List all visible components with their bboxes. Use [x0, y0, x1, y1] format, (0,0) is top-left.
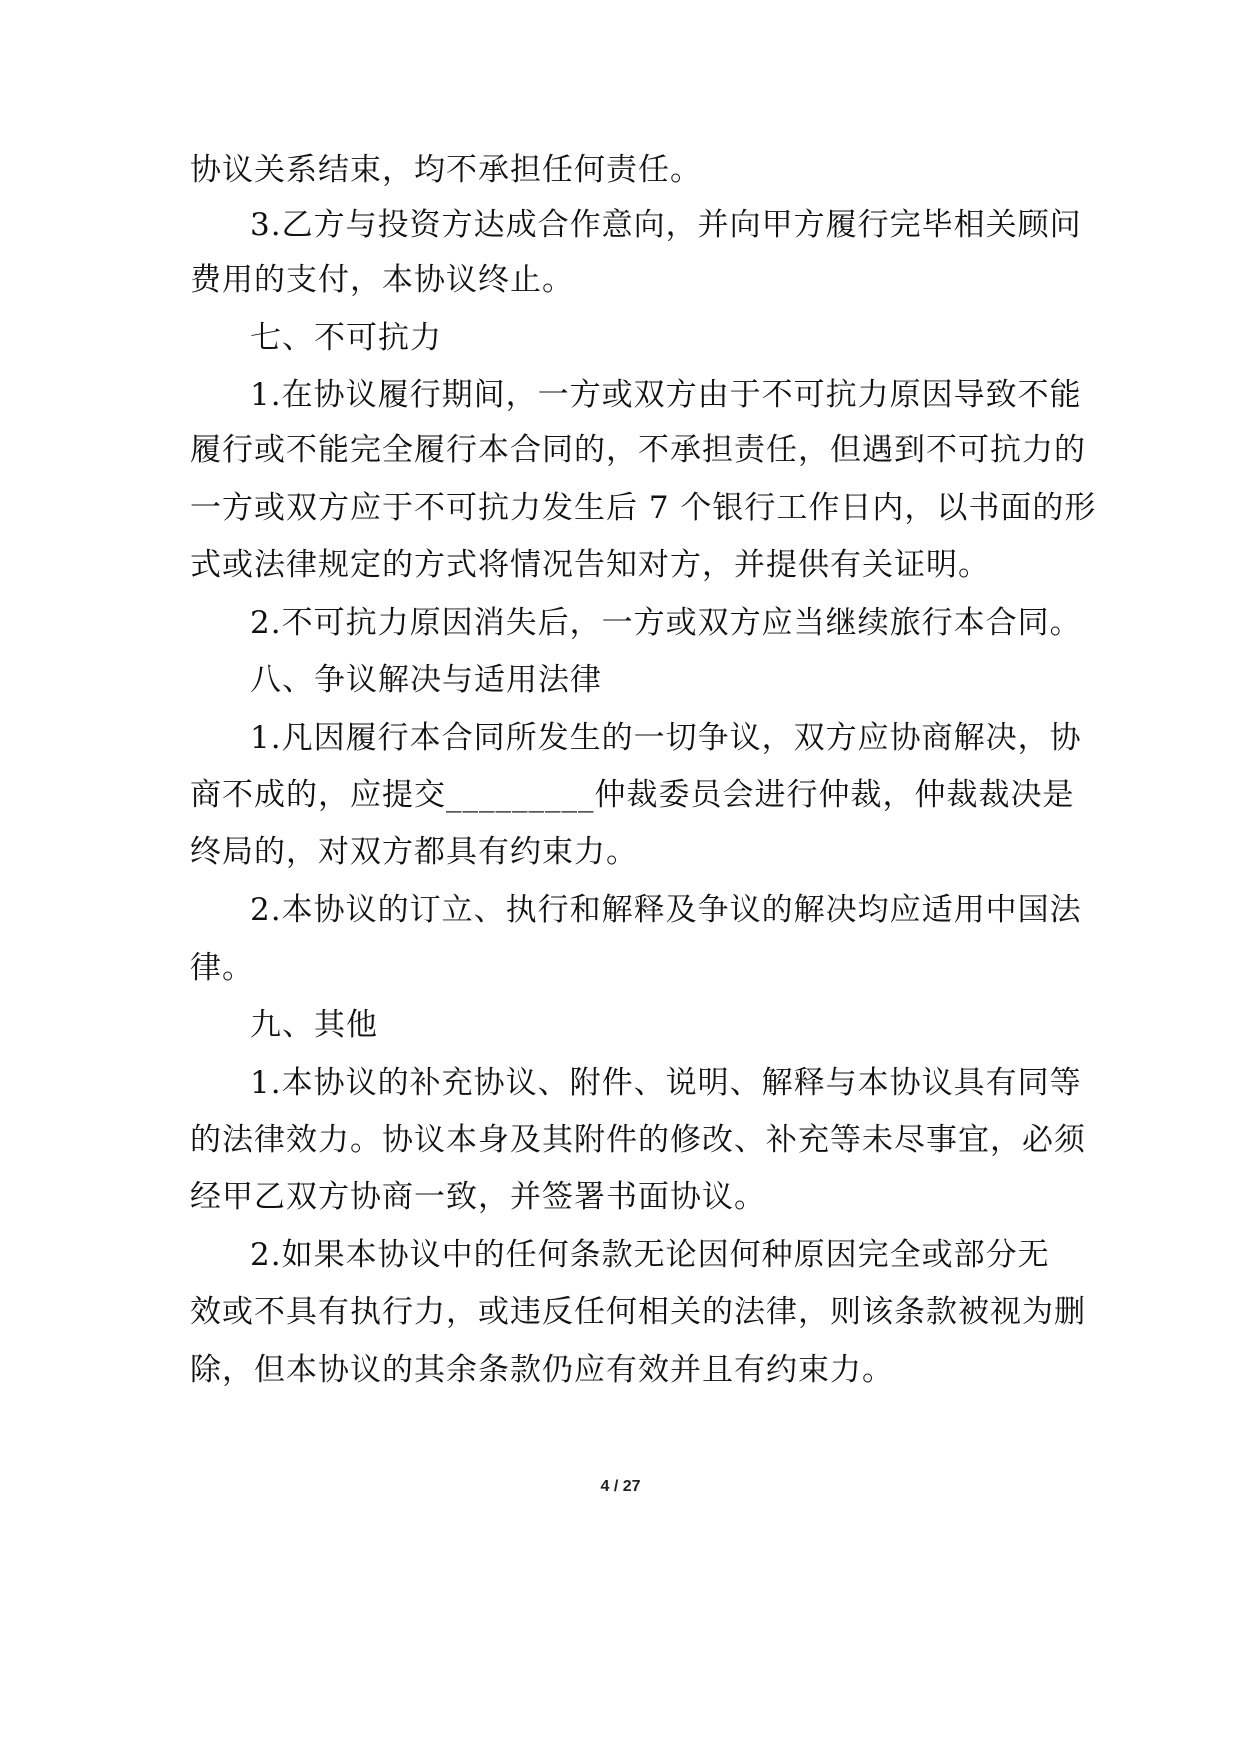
text-line: 商不成的，应提交_________仲裁委员会进行仲裁，仲裁裁决是 — [190, 777, 1075, 813]
text-line: 1.在协议履行期间，一方或双方由于不可抗力原因导致不能 — [250, 377, 1082, 413]
text-line: 1.凡因履行本合同所发生的一切争议，双方应协商解决，协 — [250, 720, 1082, 756]
text-line: 律。 — [190, 950, 254, 986]
section-heading: 九、其他 — [250, 1007, 378, 1043]
section-heading: 七、不可抗力 — [250, 320, 442, 356]
text-line: 除，但本协议的其余条款仍应有效并且有约束力。 — [190, 1352, 894, 1388]
text-line: 一方或双方应于不可抗力发生后 7 个银行工作日内，以书面的形 — [190, 490, 1097, 526]
text-line: 终局的，对双方都具有约束力。 — [190, 834, 638, 870]
text-line: 式或法律规定的方式将情况告知对方，并提供有关证明。 — [190, 547, 990, 583]
text-line: 协议关系结束，均不承担任何责任。 — [190, 152, 702, 188]
text-line: 1.本协议的补充协议、附件、说明、解释与本协议具有同等 — [250, 1065, 1082, 1101]
text-line: 效或不具有执行力，或违反任何相关的法律，则该条款被视为删 — [190, 1294, 1086, 1330]
page-number: 4 / 27 — [600, 1478, 641, 1495]
text-line: 的法律效力。协议本身及其附件的修改、补充等未尽事宜，必须 — [190, 1122, 1086, 1158]
text-line: 经甲乙双方协商一致，并签署书面协议。 — [190, 1179, 766, 1215]
text-line: 3.乙方与投资方达成合作意向，并向甲方履行完毕相关顾问 — [250, 207, 1082, 243]
text-line: 2.本协议的订立、执行和解释及争议的解决均应适用中国法 — [250, 892, 1082, 928]
section-heading: 八、争议解决与适用法律 — [250, 662, 602, 698]
text-line: 2.不可抗力原因消失后，一方或双方应当继续旅行本合同。 — [250, 605, 1082, 641]
text-line: 费用的支付，本协议终止。 — [190, 262, 574, 298]
text-line: 履行或不能完全履行本合同的，不承担责任，但遇到不可抗力的 — [190, 432, 1086, 468]
text-line: 2.如果本协议中的任何条款无论因何种原因完全或部分无 — [250, 1237, 1050, 1273]
